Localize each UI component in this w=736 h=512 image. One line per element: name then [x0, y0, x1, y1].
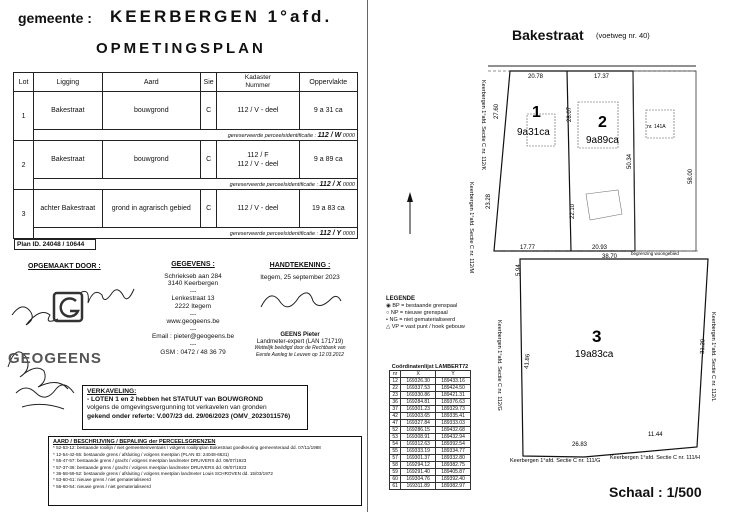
street-note: (voetweg nr. 40): [596, 31, 650, 40]
coordinates-block: [389, 364, 471, 490]
cell-nummer: 112 / F 112 / V - deel: [217, 141, 299, 179]
dim-label: 23.28: [486, 193, 492, 209]
page-title: OPMETINGSPLAN: [96, 40, 266, 57]
coord-cell: 169294.12: [401, 462, 436, 469]
coord-cell: 189329.73: [436, 406, 471, 413]
table-row-perceel: [14, 179, 358, 190]
cell-lot: 2: [14, 141, 34, 190]
cell-sie: C: [201, 141, 217, 179]
coordinates-table: [389, 370, 471, 490]
gemeente-label: gemeente :: [18, 10, 92, 26]
handtekening-block: [240, 262, 360, 281]
coord-cell: 47: [390, 420, 401, 427]
dim-label: 27.60: [494, 103, 500, 119]
verkaveling-title: VERKAVELING:: [87, 388, 137, 395]
dim-label: 50.34: [627, 153, 633, 169]
grenzen-line: * 36-58-59-52: bestaande grens / afsluiting / volgens meetplan landmeter Louis SCHROVEN dd. 15/03/1972: [53, 471, 273, 477]
gegevens-title: GEGEVENS :: [171, 261, 215, 268]
table-row-perceel: [14, 228, 358, 239]
coord-cell: 169308.91: [401, 434, 436, 441]
dim-label: 28.07: [567, 106, 573, 122]
neighbour-label: Keerbergen 1°afd. Sectie C nr. 112/K: [480, 80, 486, 171]
table-row-perceel: [14, 130, 358, 141]
new-post-icon: ○: [386, 310, 391, 316]
handtekening-signature: [255, 285, 345, 320]
coord-cell: 169301.37: [401, 455, 436, 462]
gegevens-email[interactable]: Email : pieter@geogeens.be: [151, 333, 235, 341]
coord-row: [390, 434, 471, 441]
cell-aard: grond in agrarisch gebied: [102, 190, 201, 228]
coord-cell: 189332.80: [436, 455, 471, 462]
cell-ligging: achter Bakestraat: [34, 190, 102, 228]
cell-aard: bouwgrond: [102, 141, 201, 179]
coord-row: [390, 427, 471, 434]
dim-label: 31.20: [700, 338, 707, 355]
th-sie: Sie: [201, 73, 217, 92]
coord-row: [390, 378, 471, 385]
th-ligging: Ligging: [34, 73, 102, 92]
dim-label: 58.00: [688, 168, 694, 184]
opgemaakt-title: OPGEMAAKT DOOR :: [28, 263, 101, 270]
verkaveling-box: [82, 385, 308, 430]
perceel-id-cell: gereserveerde perceelsidentificatie : 112 / W 0000: [34, 130, 358, 141]
cell-ligging: Bakestraat: [34, 92, 102, 130]
legend-item: • NG = niet gematerialiseerd: [386, 317, 456, 323]
neighbour-label: Keerbergen 1°afd. Sectie C nr. 112/G: [496, 320, 502, 411]
coord-cell: 189382.97: [436, 483, 471, 490]
grenzen-line: * 55-47-57: bestaande grens / gracht / volgens meetplan landmeter DRUIVERS dd. 08/07/1923: [53, 458, 247, 464]
coord-cell: 189405.87: [436, 469, 471, 476]
gegevens-phone: GSM : 0472 / 48 36 79: [160, 348, 226, 356]
coord-cell: 169327.84: [401, 420, 436, 427]
verkaveling-line: - LOTEN 1 en 2 hebben het STATUUT van BOUWGROND: [87, 396, 263, 404]
dim-label: 20.78: [528, 74, 544, 80]
right-parcel: [633, 71, 696, 251]
coord-row: [390, 455, 471, 462]
table-row: [14, 190, 358, 228]
coord-row: [390, 476, 471, 483]
coord-cell: 169301.23: [401, 406, 436, 413]
lot-1-area: 9a31ca: [517, 127, 550, 138]
coord-header: nr: [390, 371, 401, 378]
coord-cell: 189382.75: [436, 462, 471, 469]
cell-opp: 9 a 31 ca: [299, 92, 357, 130]
lot-2-area: 9a89ca: [586, 135, 619, 146]
coord-cell: 169312.63: [401, 441, 436, 448]
coord-cell: 37: [390, 406, 401, 413]
coord-cell: 61: [390, 483, 401, 490]
dim-label: 17.37: [594, 74, 610, 80]
coord-cell: 189424.50: [436, 385, 471, 392]
cell-aard: bouwgrond: [102, 92, 201, 130]
lot-3-area: 19a83ca: [575, 349, 614, 360]
coord-cell: 57: [390, 455, 401, 462]
boundary-post-icon: ◉: [386, 303, 393, 309]
legend-item: ○ NP = nieuwe grenspaal: [386, 310, 448, 316]
coord-cell: 23: [390, 392, 401, 399]
grenzen-line: * 12-54-42-55: bestaande grens / afsluiting / volgens meetplan (PLAN ID: 24048-6631): [53, 451, 229, 457]
scale-label: Schaal : 1/500: [609, 484, 702, 500]
gemeente-value: KEERBERGEN 1°afd.: [110, 7, 333, 26]
coord-cell: 12: [390, 378, 401, 385]
not-materialised-icon: •: [386, 317, 390, 323]
zoning-label: begrenzing woongebied: [631, 251, 679, 256]
coord-row: [390, 462, 471, 469]
coord-cell: 169304.76: [401, 476, 436, 483]
dim-label: 20.93: [592, 245, 608, 251]
th-lot: Lot: [14, 73, 34, 92]
table-row: [14, 92, 358, 130]
lot-1-label: 1: [532, 104, 541, 121]
legend: [386, 296, 465, 331]
lot-3-boundary: [520, 259, 708, 457]
coord-cell: 60: [390, 476, 401, 483]
cell-opp: 9 a 89 ca: [299, 141, 357, 179]
cell-sie: C: [201, 92, 217, 130]
landmeter-note2: Eerste Aanleg te Leuven op 12.03.2012: [256, 351, 344, 358]
coord-cell: 189335.41: [436, 413, 471, 420]
cell-sie: C: [201, 190, 217, 228]
cell-lot: 1: [14, 92, 34, 141]
legend-title: LEGENDE: [386, 296, 416, 302]
gegevens-address1: Schriekseb aan 284: [164, 272, 222, 280]
legend-item: △ VP = vast punt / hoek gebouw: [386, 324, 465, 330]
coord-cell: 59: [390, 469, 401, 476]
lot-1-2-boundary: [494, 71, 635, 251]
grenzen-title: AARD / BESCHRIJVING / BEPALING der PERCEELSGRENZEN: [53, 439, 216, 445]
plan-id: Plan ID. 24048 / 10644: [14, 239, 96, 250]
legend-item: ◉ BP = bestaande grenspaal: [386, 303, 458, 309]
lot-2-label: 2: [598, 114, 607, 131]
th-kadaster: Kadaster Nummer: [217, 73, 299, 92]
inner-lot-label: nr. 141A: [647, 124, 666, 130]
table-row: [14, 141, 358, 179]
verkaveling-line: gekend onder referte: V.007/23 dd. 29/06/2023 (OMV_2023011576): [87, 412, 291, 420]
coord-cell: 53: [390, 434, 401, 441]
coord-cell: 169333.19: [401, 448, 436, 455]
coord-cell: 54: [390, 441, 401, 448]
coord-cell: 22: [390, 385, 401, 392]
coord-cell: 42: [390, 413, 401, 420]
lot-table: [13, 72, 358, 239]
coord-cell: 169326.30: [401, 378, 436, 385]
dim-label: 17.77: [520, 245, 536, 251]
handtekening-title: HANDTEKENING :: [269, 262, 331, 269]
coord-row: [390, 441, 471, 448]
north-arrow-head-icon: [407, 192, 413, 202]
landmeter-note1: Wettelijk beëdigd door de Rechtbank van: [254, 345, 346, 352]
gegevens-website[interactable]: www.geogeens.be: [166, 318, 220, 326]
coord-cell: 189421.31: [436, 392, 471, 399]
street-name: Bakestraat: [512, 27, 584, 43]
grenzen-line: * 56-60-54: nieuwe grens / niet gematerialiseerd: [53, 483, 151, 489]
lot-divider: [567, 71, 571, 251]
coord-cell: 189432.94: [436, 434, 471, 441]
cell-lot: 3: [14, 190, 34, 239]
dim-label: 11.44: [648, 432, 663, 438]
coord-row: [390, 385, 471, 392]
neighbour-label: Keerbergen 1°afd. Sectie C nr. 112/L: [710, 312, 716, 402]
grenzen-line: * 57-37-36: bestaande grens / gracht / volgens meetplan landmeter DRUIVERS dd. 08/07/1923: [53, 464, 247, 470]
grenzen-line: * 53-60-61: nieuwe grens / niet gematerialiseerd: [53, 477, 151, 483]
divider: [367, 0, 368, 512]
cell-opp: 19 a 83 ca: [299, 190, 357, 228]
coord-cell: 169330.86: [401, 392, 436, 399]
landmeter-name: GEENS Pieter: [280, 332, 320, 338]
coord-cell: 169284.81: [401, 399, 436, 406]
coord-row: [390, 406, 471, 413]
perceel-id-cell: gereserveerde perceelsidentificatie : 112 / X 0000: [34, 179, 358, 190]
coord-cell: 189376.63: [436, 399, 471, 406]
perceel-id-cell: gereserveerde perceelsidentificatie : 112 / Y 0000: [34, 228, 358, 239]
fixed-point-icon: △: [386, 324, 392, 330]
building: [586, 190, 622, 220]
coord-row: [390, 469, 471, 476]
coord-cell: 169303.65: [401, 413, 436, 420]
lot-3-label: 3: [592, 327, 602, 346]
coord-cell: 58: [390, 462, 401, 469]
cell-nummer: 112 / V - deel: [217, 92, 299, 130]
coord-cell: 169286.15: [401, 427, 436, 434]
dim-label: 41.86: [524, 353, 532, 370]
coord-cell: 189392.40: [436, 476, 471, 483]
coord-cell: 169337.53: [401, 385, 436, 392]
coord-cell: 55: [390, 448, 401, 455]
cell-ligging: Bakestraat: [34, 141, 102, 179]
grenzen-line: * 52-53-12: bestaande rooilijn / niet gemeenteinventaris / volgens rooilijnplan Bakestraat goedkeuring gemeenteraad dd. 07/11/1988: [53, 445, 321, 451]
logo-text: GEOGEENS: [8, 350, 102, 367]
coord-row: [390, 483, 471, 490]
coord-cell: 189433.16: [436, 378, 471, 385]
cell-nummer: 112 / V - deel: [217, 190, 299, 228]
dim-label: 22.10: [570, 203, 576, 219]
coordinates-title: Coördinatenlijst LAMBERT72: [391, 364, 469, 370]
coord-row: [390, 448, 471, 455]
coord-cell: 189392.54: [436, 441, 471, 448]
gegevens-block: GEGEVENS : Schriekseb aan 284 3140 Keerbergen --- Lenkestraat 13 2222 Itegem --- www.geogeens.be --- Email : pieter@geogeens.be --- GSM : 0472 / 48 36 79: [148, 261, 238, 356]
neighbour-label: Keerbergen 1°afd. Sectie C nr. 111/H: [610, 455, 701, 461]
coord-cell: 52: [390, 427, 401, 434]
coord-row: [390, 413, 471, 420]
handtekening-place-date: Itegem, 25 september 2023: [260, 274, 340, 281]
coord-row: [390, 392, 471, 399]
landmeter-role: Landmeter-expert (LAN 171719): [256, 338, 344, 345]
coord-cell: 169291.40: [401, 469, 436, 476]
dim-label: 5.94: [516, 264, 522, 276]
coord-cell: 169311.89: [401, 483, 436, 490]
coord-header: X: [401, 371, 436, 378]
th-aard: Aard: [102, 73, 201, 92]
coord-cell: 189334.77: [436, 448, 471, 455]
coord-row: [390, 420, 471, 427]
coord-cell: 36: [390, 399, 401, 406]
dim-label: 26.83: [572, 442, 588, 448]
gegevens-city2: 2222 Itegem: [174, 302, 212, 310]
coord-cell: 189333.03: [436, 420, 471, 427]
coord-cell: 189432.68: [436, 427, 471, 434]
neighbour-label: Keerbergen 1°afd. Sectie C nr. 112/M: [468, 182, 474, 274]
th-oppervlakte: Oppervlakte: [299, 73, 357, 92]
gegevens-address2: Lenkestraat 13: [171, 295, 215, 303]
verkaveling-line: volgens de omgevingsvergunning tot verkavelen van gronden: [87, 404, 267, 412]
gegevens-city1: 3140 Keerbergen: [167, 280, 219, 288]
coord-row: [390, 399, 471, 406]
neighbour-label: Keerbergen 1°afd. Sectie C nr. 111/G: [510, 458, 601, 464]
logo-mark: [54, 293, 82, 321]
grenzen-box: [48, 436, 362, 506]
landmeter-block: [240, 332, 360, 358]
coord-header: Y: [436, 371, 471, 378]
dim-label: 38.70: [602, 254, 618, 260]
